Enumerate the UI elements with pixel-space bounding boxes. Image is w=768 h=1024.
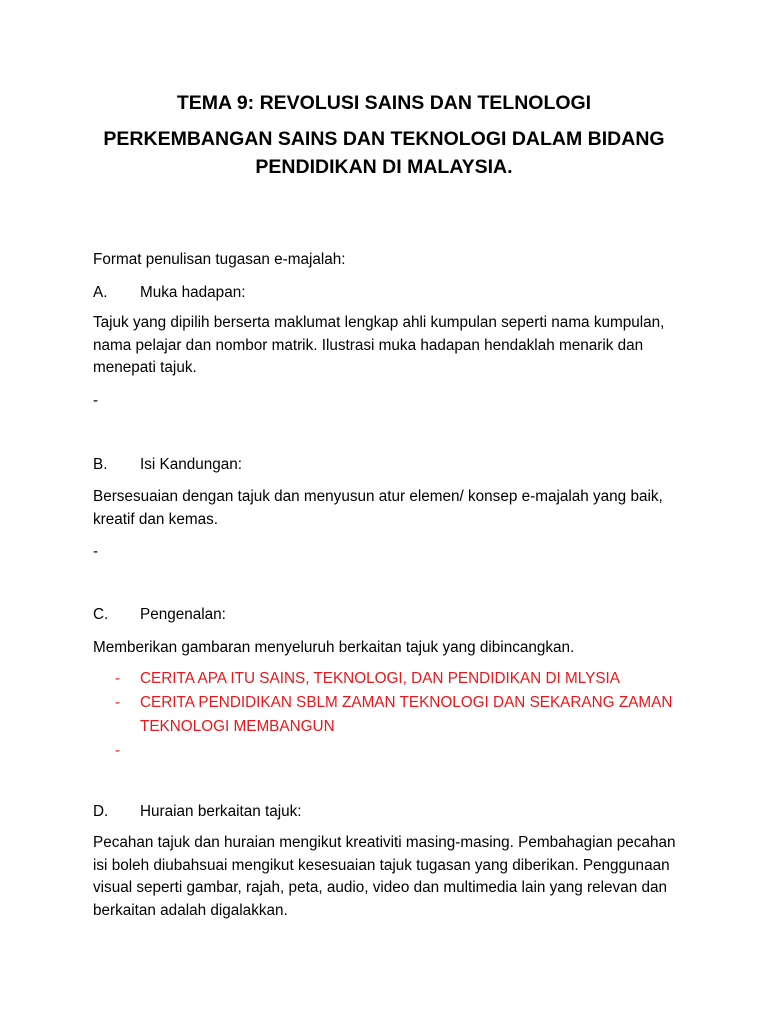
section-c-bullet-list [115,667,715,759]
section-b-title: Isi Kandungan: [140,456,243,473]
document-title: TEMA 9: REVOLUSI SAINS DAN TELNOLOGI [176,92,592,114]
bullet-mark: - [115,694,121,711]
bullet-item [115,691,715,739]
section-c-heading [93,604,226,626]
section-a-heading [93,282,245,304]
section-d-heading [93,801,302,823]
section-c-title: Pengenalan: [140,606,226,623]
section-b-body: Bersesuaian dengan tajuk dan menyusun atur elemen/ konsep e-majalah yang baik, kreatif dan kemas. [93,488,663,528]
section-c-letter: C. [93,606,109,623]
bullet-mark: - [115,670,121,687]
section-b-heading [93,454,242,476]
section-c-body: Memberikan gambaran menyeluruh berkaitan tajuk yang dibincangkan. [93,639,575,656]
section-a-dash: - [93,392,99,409]
intro-text: Format penulisan tugasan e-majalah: [93,251,346,268]
section-b-letter: B. [93,456,108,473]
bullet-text: CERITA PENDIDIKAN SBLM ZAMAN TEKNOLOGI DAN SEKARANG ZAMAN TEKNOLOGI MEMBANGUN [140,694,673,735]
section-a-title: Muka hadapan: [140,284,246,301]
section-b-dash: - [93,543,99,560]
section-a-body: Tajuk yang dipilih berserta maklumat lengkap ahli kumpulan seperti nama kumpulan, nama pelajar dan nombor matrik. Ilustrasi muka hadapan hendaklah menarik dan menepati tajuk. [93,314,665,376]
bullet-item [115,667,715,691]
document-subtitle [0,125,768,181]
section-a-letter: A. [93,284,108,301]
section-d-title: Huraian berkaitan tajuk: [140,803,302,820]
section-d-letter: D. [93,803,109,820]
bullet-text: CERITA APA ITU SAINS, TEKNOLOGI, DAN PENDIDIKAN DI MLYSIA [140,670,620,687]
bullet-mark: - [115,742,121,759]
section-d-body: Pecahan tajuk dan huraian mengikut kreativiti masing-masing. Pembahagian pecahan isi boleh diubahsuai mengikut kesesuaian tajuk tugasan yang diberikan. Penggunaan visual seperti gambar, rajah, peta, audio, video dan multimedia lain yang relevan dan berkaitan adalah digalakkan. [93,834,676,919]
subtitle-line-1: PERKEMBANGAN SAINS DAN TEKNOLOGI DALAM BIDANG [103,128,665,150]
subtitle-line-2: PENDIDIKAN DI MALAYSIA. [255,156,513,178]
